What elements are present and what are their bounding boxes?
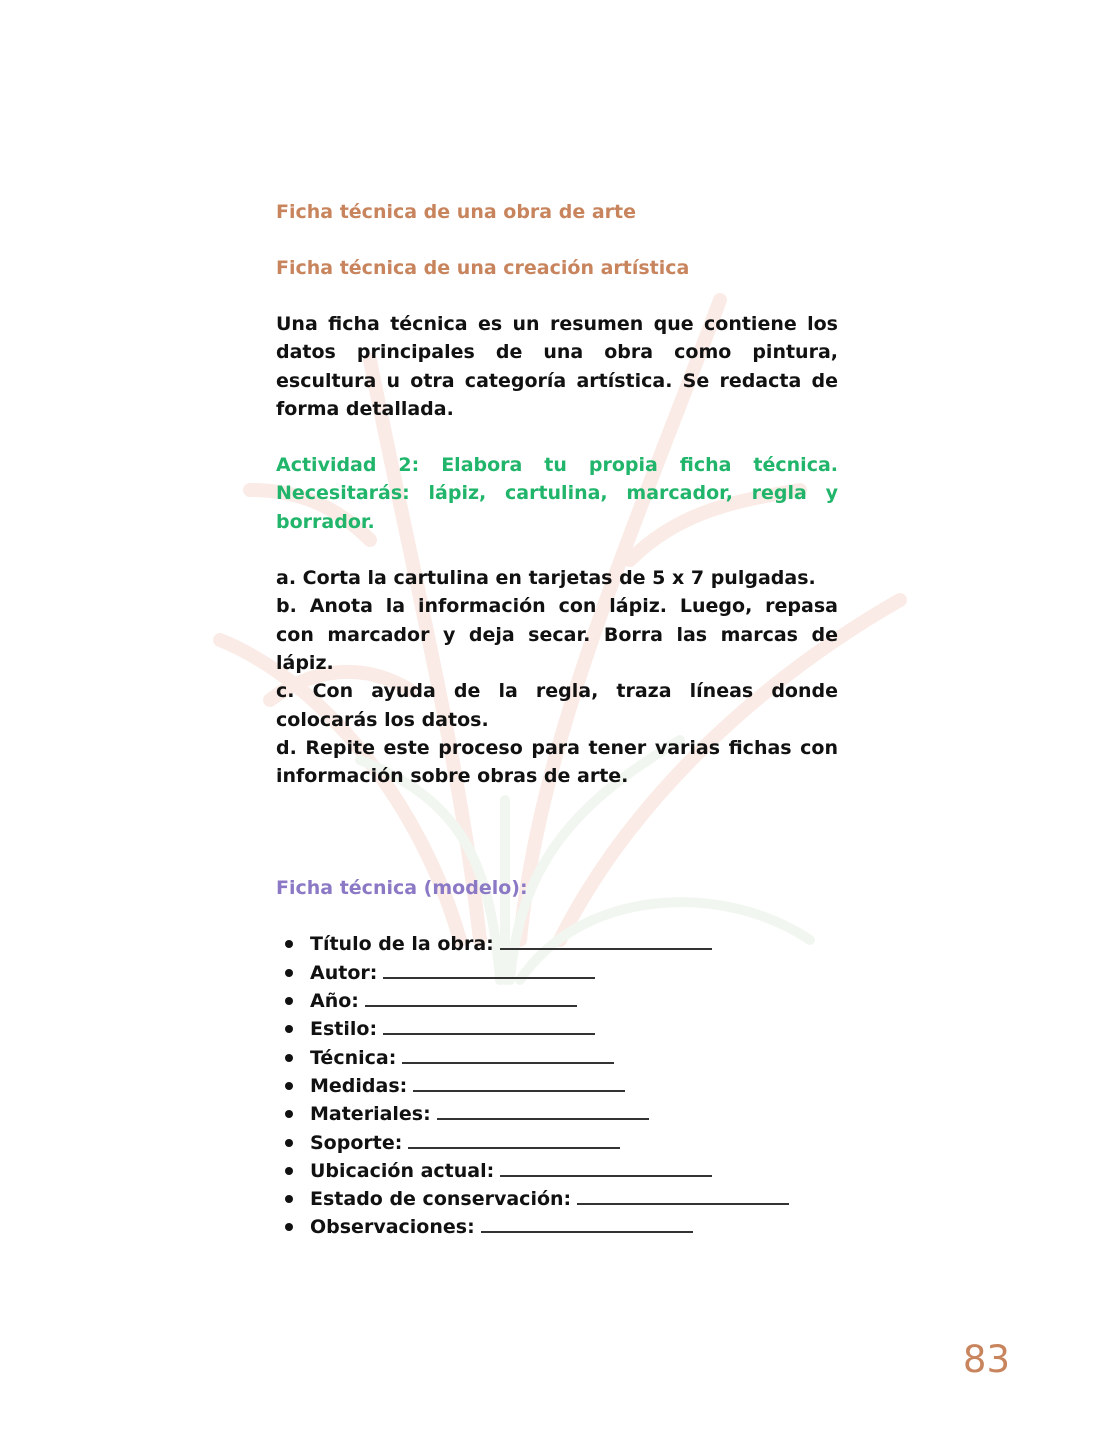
field-item — [310, 1185, 838, 1213]
bullet-icon — [285, 940, 293, 948]
activity-paragraph: Actividad 2: Elabora tu propia ficha técnica. Necesitarás: lápiz, cartulina, marcador, regla y borrador. — [276, 454, 838, 533]
field-item — [310, 930, 838, 958]
field-label: Técnica: — [310, 1046, 397, 1069]
blank-line — [383, 1033, 595, 1035]
field-item — [310, 1044, 838, 1072]
blank-line — [500, 948, 712, 950]
field-label: Año: — [310, 990, 359, 1013]
field-item — [310, 959, 838, 987]
field-label: Materiales: — [310, 1103, 431, 1126]
bullet-icon — [285, 1167, 293, 1175]
heading-artwork-sheet: Ficha técnica de una obra de arte — [276, 201, 636, 223]
page-content — [276, 198, 838, 1242]
bullet-icon — [285, 1139, 293, 1147]
blank-line — [481, 1231, 693, 1233]
bullet-icon — [285, 1082, 293, 1090]
field-label: Ubicación actual: — [310, 1159, 495, 1182]
bullet-icon — [285, 997, 293, 1005]
blank-line — [500, 1175, 712, 1177]
field-label: Medidas: — [310, 1074, 408, 1097]
model-fields-list — [276, 930, 838, 1241]
model-heading: Ficha técnica (modelo): — [276, 877, 528, 900]
blank-line — [437, 1118, 649, 1120]
page-number: 83 — [962, 1338, 1010, 1381]
blank-line — [365, 1005, 577, 1007]
field-label: Observaciones: — [310, 1216, 475, 1239]
bullet-icon — [285, 1054, 293, 1062]
bullet-icon — [285, 1110, 293, 1118]
bullet-icon — [285, 1025, 293, 1033]
bullet-icon — [285, 1195, 293, 1203]
field-label: Título de la obra: — [310, 933, 494, 956]
heading-creation-sheet: Ficha técnica de una creación artística — [276, 257, 690, 279]
blank-line — [383, 977, 595, 979]
field-label: Soporte: — [310, 1131, 403, 1154]
field-item — [310, 1157, 838, 1185]
blank-line — [577, 1203, 789, 1205]
field-item — [310, 1129, 838, 1157]
blank-line — [402, 1062, 614, 1064]
field-label: Estado de conservación: — [310, 1188, 572, 1211]
bullet-icon — [285, 1223, 293, 1231]
field-label: Estilo: — [310, 1018, 378, 1041]
step-item: b. Anota la información con lápiz. Luego, repasa con marcador y deja secar. Borra las marcas de lápiz. — [276, 595, 838, 674]
steps-list — [276, 564, 838, 790]
field-item — [310, 1213, 838, 1241]
field-label: Autor: — [310, 961, 378, 984]
step-item: a. Corta la cartulina en tarjetas de 5 x 7 pulgadas. — [276, 567, 816, 590]
field-item — [310, 1100, 838, 1128]
field-item — [310, 1072, 838, 1100]
step-item: c. Con ayuda de la regla, traza líneas donde colocarás los datos. — [276, 680, 838, 731]
bullet-icon — [285, 969, 293, 977]
blank-line — [408, 1147, 620, 1149]
step-item: d. Repite este proceso para tener varias fichas con información sobre obras de arte. — [276, 736, 838, 788]
intro-paragraph: Una ficha técnica es un resumen que contiene los datos principales de una obra como pintura, escultura u otra categoría artística. Se redacta de forma detallada. — [276, 313, 838, 420]
field-item — [310, 987, 838, 1015]
field-item — [310, 1015, 838, 1043]
blank-line — [413, 1090, 625, 1092]
